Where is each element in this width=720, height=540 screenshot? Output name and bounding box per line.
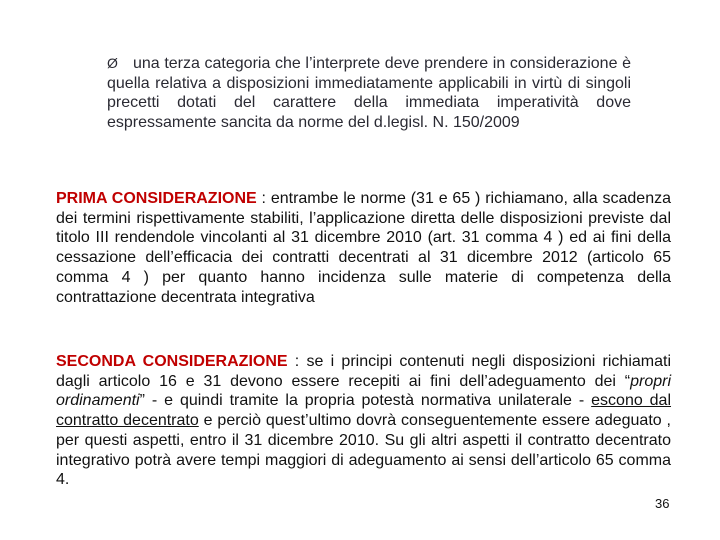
second-consideration-text-1: : se i principi contenuti negli disposizioni richiamati dagli articolo 16 e 31 devono essere recepiti ai fini dell’adeguamento dei “ [56, 353, 671, 390]
second-consideration-paragraph [56, 352, 671, 490]
first-consideration-text: : entrambe le norme (31 e 65 ) richiamano, alla scadenza dei termini rispettivamente stabiliti, l’applicazione diretta delle disposizioni previste dal titolo III rendendole vincolanti al 31 dicembre 2010 (art. 31 comma 4 ) ed ai fini della cessazione dell’efficacia dei contratti decentrati al 31 dicembre 2012 (articolo 65 comma 4 ) per quanto hanno incidenza sulle materie di competenza della contrattazione decentrata integrativa [56, 190, 671, 306]
page-number: 36 [655, 496, 670, 511]
second-consideration-heading: SECONDA CONSIDERAZIONE [56, 353, 288, 370]
first-consideration-paragraph [56, 189, 671, 307]
second-consideration-underlined: escono dal contratto decentrato [56, 392, 672, 430]
second-consideration-text-2: ” - e quindi tramite la propria potestà normativa unilaterale - [139, 392, 592, 410]
bullet-text: una terza categoria che l’interprete deve prendere in considerazione è quella relativa a disposizioni immediatamente applicabili in virtù di singoli precetti dotati del carattere della immediata imperatività dove espressamente sancita da norme del d.legisl. N. 150/2009 [107, 55, 631, 132]
first-consideration-heading: PRIMA CONSIDERAZIONE [56, 190, 257, 207]
second-consideration-text-3: e perciò quest’ultimo dovrà conseguentemente essere adeguato , per questi aspetti, entro il 31 dicembre 2010. Su gli altri aspetti il contratto decentrato integrativo potrà avere tempi maggiori di adeguamento ai sensi dell’articolo 65 comma 4. [56, 412, 671, 489]
second-consideration-italic: propri ordinamenti [56, 372, 671, 410]
arrow-bullet-icon: Ø [107, 55, 118, 71]
bullet-paragraph [107, 54, 631, 133]
